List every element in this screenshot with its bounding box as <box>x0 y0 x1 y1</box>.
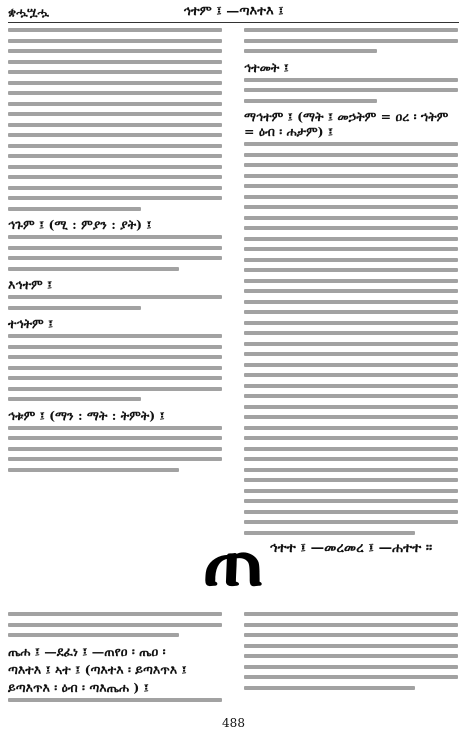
text-line <box>8 207 141 211</box>
text-line <box>244 436 458 440</box>
headword: ኅቱም ፤ (ማን : ማት : ትምት) ፤ <box>8 407 165 423</box>
text-line <box>8 345 222 349</box>
section-headword: ጣእተእ ፤ ኣተ ፤ (ጣእተእ ፡ ይጣእጥእ ፤ <box>8 661 187 677</box>
text-line <box>244 142 458 146</box>
text-line <box>8 28 222 32</box>
text-line <box>8 436 222 440</box>
text-line <box>244 163 458 167</box>
text-line <box>244 405 458 409</box>
text-line <box>244 78 458 82</box>
text-line <box>8 306 141 310</box>
text-line <box>8 102 222 106</box>
text-line <box>244 258 458 262</box>
text-line <box>244 644 458 648</box>
headword: ተኅትም ፤ <box>8 316 54 331</box>
text-line <box>244 39 458 43</box>
text-line <box>244 426 458 430</box>
text-line <box>8 457 222 461</box>
text-line <box>244 665 458 669</box>
text-line <box>244 394 458 398</box>
text-line <box>244 28 458 32</box>
text-line <box>244 654 458 658</box>
text-line <box>244 415 458 419</box>
text-line <box>244 686 415 690</box>
text-line <box>8 235 222 239</box>
text-line <box>244 675 458 679</box>
text-line <box>244 174 458 178</box>
text-line <box>244 205 458 209</box>
text-line <box>244 499 458 503</box>
text-line <box>8 112 222 116</box>
text-line <box>244 279 458 283</box>
right-column-lower <box>244 612 458 712</box>
text-line <box>8 165 222 169</box>
text-line <box>8 447 222 451</box>
text-line <box>244 153 458 157</box>
section-headword: ጤሐ ፤ —ደፈነ ፤ —ጠየዐ ፡ ጤዐ ፡ <box>8 643 166 659</box>
text-line <box>8 154 222 158</box>
text-line <box>8 39 222 43</box>
text-line <box>8 366 222 370</box>
text-line <box>8 60 222 64</box>
text-line <box>8 397 141 401</box>
headword: ኅተተ ፤ —መረመረ ፤ —ሐተተ ። <box>269 540 433 556</box>
text-line <box>244 447 458 451</box>
text-line <box>8 267 179 271</box>
text-line <box>8 70 222 74</box>
text-line <box>244 384 458 388</box>
running-title: ኅተም ፤ —ጣእተእ ፤ <box>183 4 284 19</box>
text-line <box>244 478 458 482</box>
left-column-upper <box>8 28 222 510</box>
text-line <box>8 91 222 95</box>
text-line <box>244 310 458 314</box>
text-line <box>244 289 458 293</box>
text-line <box>8 196 222 200</box>
text-line <box>8 426 222 430</box>
text-line <box>8 246 222 250</box>
text-line <box>8 623 222 627</box>
text-line <box>244 237 458 241</box>
text-line <box>8 376 222 380</box>
text-line <box>244 49 377 53</box>
text-line <box>244 184 458 188</box>
text-line <box>8 175 222 179</box>
text-line <box>244 247 458 251</box>
headword: ማኅተም ፤ (ማት ፤ መኃትም = ዐረ ፡ ኀትም = ዕብ ፡ ሐታም) ፤ <box>244 109 449 139</box>
text-line <box>244 468 458 472</box>
right-column-upper <box>244 28 458 556</box>
text-line <box>8 133 222 137</box>
text-line <box>244 99 377 103</box>
text-line <box>8 81 222 85</box>
text-line <box>8 387 222 391</box>
text-line <box>8 334 222 338</box>
page-number: 488 <box>222 716 245 730</box>
text-line <box>8 144 222 148</box>
text-line <box>8 123 222 127</box>
text-line <box>244 623 458 627</box>
text-line <box>244 195 458 199</box>
text-line <box>8 355 222 359</box>
text-line <box>244 321 458 325</box>
text-line <box>244 457 458 461</box>
text-line <box>8 612 222 616</box>
section-letter: ጠ <box>202 517 265 603</box>
text-line <box>8 186 222 190</box>
text-line <box>244 226 458 230</box>
headword: ኅተመት ፤ <box>244 59 289 75</box>
text-line <box>244 88 458 92</box>
left-column-lower <box>8 612 222 712</box>
text-line <box>244 633 458 637</box>
text-line <box>244 363 458 367</box>
text-line <box>8 256 222 260</box>
text-line <box>244 352 458 356</box>
text-line <box>8 468 179 472</box>
page-header <box>8 4 459 23</box>
text-line <box>244 342 458 346</box>
text-line <box>244 216 458 220</box>
text-line <box>8 295 222 299</box>
text-line <box>244 489 458 493</box>
text-line <box>244 510 458 514</box>
section-headword: ይጣእጥእ ፡ ዕብ ፡ ጣእጤሐ ) ፤ <box>8 679 149 695</box>
header-code: ቋሗሧሗ <box>8 5 50 19</box>
text-line <box>244 612 458 616</box>
text-line <box>244 373 458 377</box>
headword: እኅተም ፤ <box>8 277 53 292</box>
text-line <box>8 633 179 637</box>
text-line <box>244 331 458 335</box>
text-line <box>8 49 222 53</box>
headword: ኅጉም ፤ (ሚ : ምያን : ያት) ፤ <box>8 217 152 232</box>
text-line <box>244 300 458 304</box>
text-line <box>244 268 458 272</box>
text-line <box>8 698 222 702</box>
